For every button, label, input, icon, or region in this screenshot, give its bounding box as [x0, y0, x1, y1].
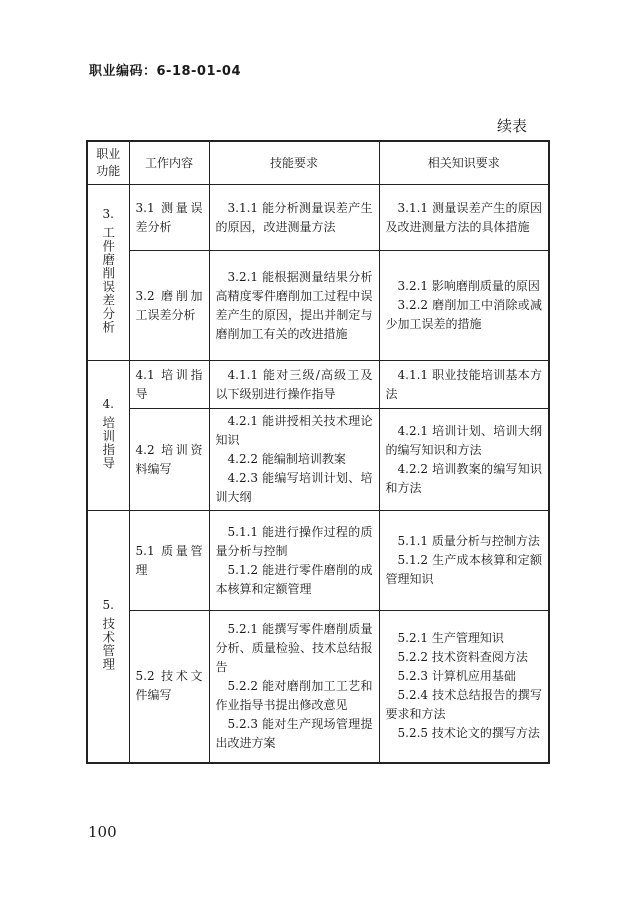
page-number: 100: [88, 823, 117, 841]
knowledge-item: 5.2.2 技术资料查阅方法: [397, 650, 528, 665]
knowledge-item: 4.1.1 职业技能培训基本方法: [385, 367, 542, 401]
table-row: [87, 409, 549, 511]
function-cell: [87, 511, 129, 763]
knowledge-item: 3.1.1 测量误差产生的原因及改进测量方法的具体措施: [385, 200, 542, 234]
table-row: [87, 361, 549, 409]
function-name: 工件磨削误差分析: [100, 226, 116, 334]
knowledge-item: 5.2.4 技术总结报告的撰写要求和方法: [385, 688, 542, 722]
knowledge-requirement-cell: [379, 251, 549, 361]
skill-requirement-cell: [209, 511, 379, 611]
header-knowledge: 相关知识要求: [379, 141, 549, 185]
function-cell: [87, 361, 129, 511]
skills-table: [86, 140, 550, 764]
knowledge-requirement-cell: [379, 611, 549, 763]
table-row: [87, 251, 549, 361]
knowledge-requirement-cell: [379, 185, 549, 251]
skill-item: 5.1.1 能进行操作过程的质量分析与控制: [215, 524, 373, 558]
knowledge-item: 5.1.2 生产成本核算和定额管理知识: [385, 553, 542, 586]
function-number: 4.: [102, 397, 114, 411]
knowledge-item: 4.2.2 培训教案的编写知识和方法: [385, 461, 542, 495]
knowledge-item: 5.2.5 技术论文的撰写方法: [397, 726, 540, 741]
skill-requirement-cell: [209, 409, 379, 511]
occupation-code: 职业编码：6-18-01-04: [89, 64, 242, 79]
function-cell: [87, 185, 129, 361]
function-name: 技术管理: [100, 616, 116, 671]
skill-item: 5.2.3 能对生产现场管理提出改进方案: [215, 716, 373, 750]
continued-label: 续表: [497, 117, 528, 135]
skill-item: 4.2.3 能编写培训计划、培训大纲: [215, 471, 373, 504]
table-row: [87, 611, 549, 763]
skill-item: 5.2.2 能对磨削加工工艺和作业指导书提出修改意见: [215, 678, 373, 712]
table-row: [87, 511, 549, 611]
knowledge-requirement-cell: [379, 511, 549, 611]
knowledge-requirement-cell: [379, 361, 549, 409]
skill-item: 4.1.1 能对三级/高级工及以下级别进行操作指导: [215, 367, 373, 401]
skill-requirement-cell: [209, 611, 379, 763]
work-content-cell: 5.1 质量管理: [129, 511, 209, 611]
header-skill: 技能要求: [209, 141, 379, 185]
table-header-row: [87, 141, 549, 185]
skill-requirement-cell: [209, 251, 379, 361]
skill-item: 4.2.1 能讲授相关技术理论知识: [215, 414, 373, 447]
skill-requirement-cell: [209, 185, 379, 251]
work-content-cell: 4.1 培训指导: [129, 361, 209, 409]
skill-item: 3.2.1 能根据测量结果分析高精度零件磨削加工过程中误差产生的原因，提出并制定与磨削加工有关的改进措施: [215, 269, 373, 341]
table-row: [87, 185, 549, 251]
knowledge-item: 3.2.2 磨削加工中消除或减少加工误差的措施: [385, 298, 542, 331]
work-content-cell: 3.1 测量误差分析: [129, 185, 209, 251]
knowledge-requirement-cell: [379, 409, 549, 511]
skill-item: 5.1.2 能进行零件磨削的成本核算和定额管理: [215, 562, 373, 596]
knowledge-item: 5.2.3 计算机应用基础: [397, 669, 516, 684]
work-content-cell: 3.2 磨削加工误差分析: [129, 251, 209, 361]
skill-item: 5.2.1 能撰写零件磨削质量分析、质量检验、技术总结报告: [215, 621, 373, 674]
header-work: 工作内容: [129, 141, 209, 185]
skill-item: 4.2.2 能编制培训教案: [227, 452, 346, 466]
function-number: 3.: [102, 207, 114, 221]
knowledge-item: 4.2.1 培训计划、培训大纲的编写知识和方法: [385, 423, 542, 457]
function-number: 5.: [102, 597, 114, 612]
skill-requirement-cell: [209, 361, 379, 409]
work-content-cell: 5.2 技术文件编写: [129, 611, 209, 763]
knowledge-item: 3.2.1 影响磨削质量的原因: [397, 279, 540, 293]
knowledge-item: 5.2.1 生产管理知识: [397, 631, 504, 646]
knowledge-item: 5.1.1 质量分析与控制方法: [397, 534, 540, 548]
header-func: 职业功能: [87, 141, 129, 185]
function-name: 培训指导: [100, 416, 116, 470]
skill-item: 3.1.1 能分析测量误差产生的原因，改进测量方法: [215, 200, 373, 234]
work-content-cell: 4.2 培训资料编写: [129, 409, 209, 511]
